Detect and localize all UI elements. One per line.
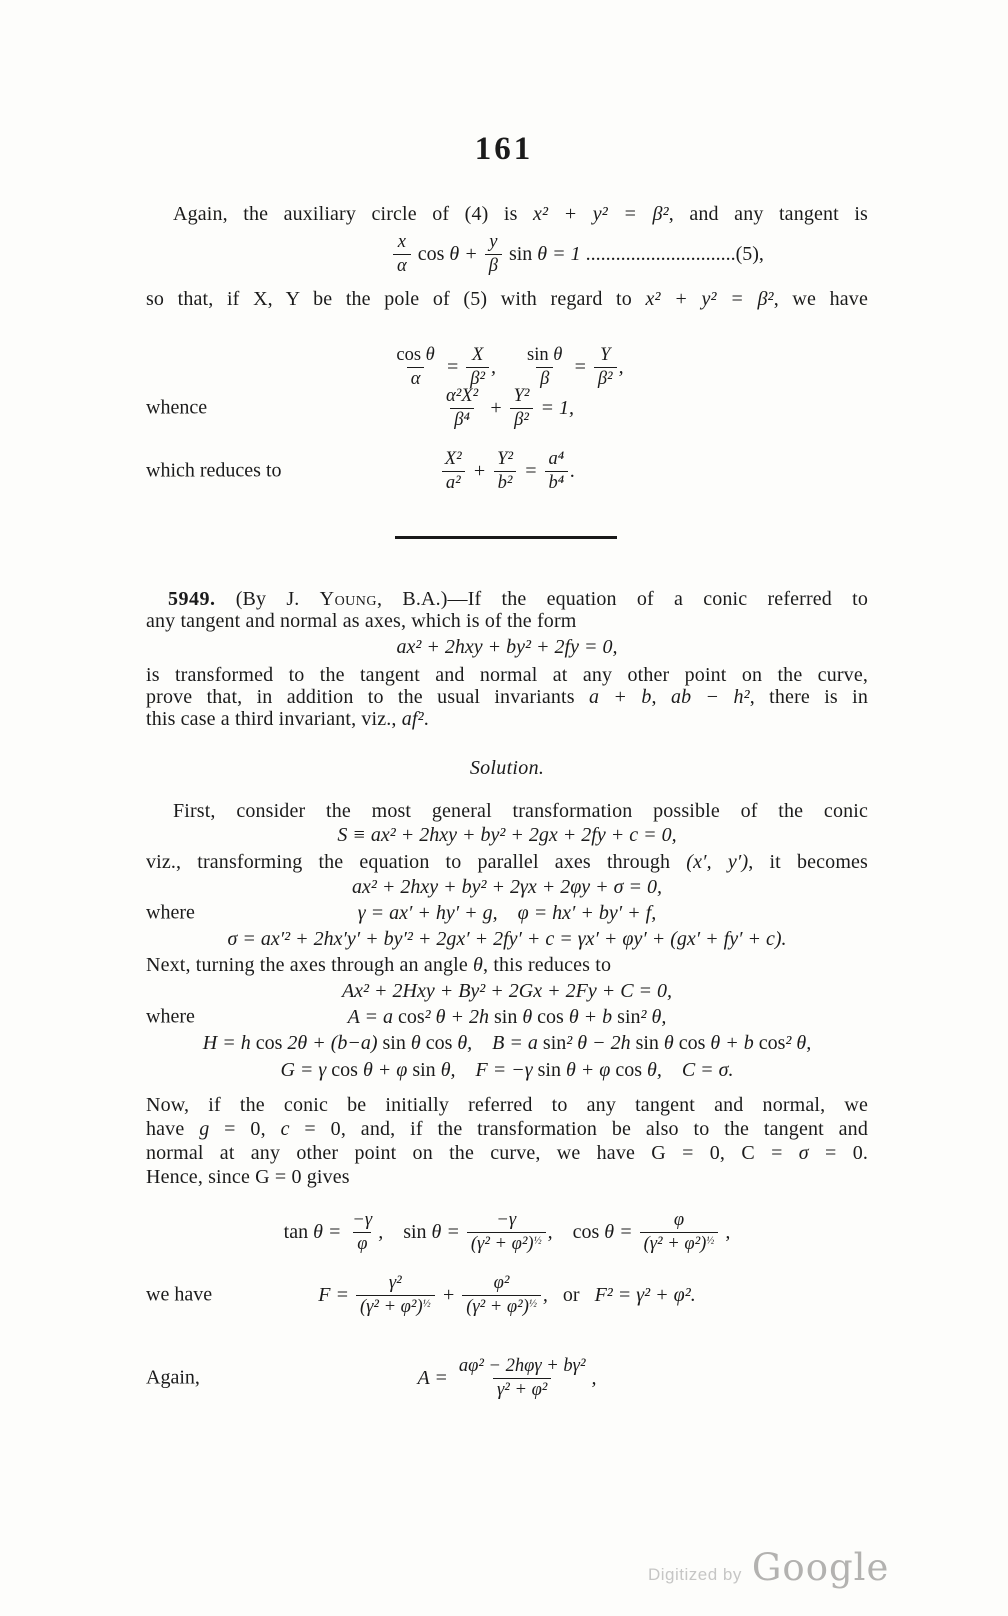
where-a-row bbox=[146, 1004, 868, 1030]
a-invariant-equation: A = $\frac{\text{aφ² − 2hφγ + bγ²}}{\text{γ² + φ²}}$ , bbox=[417, 1356, 597, 1400]
question-equation: ax² + 2hxy + by² + 2fy = 0, bbox=[396, 635, 618, 658]
we-have-label: we have bbox=[146, 1283, 213, 1306]
reduces-equation-row bbox=[146, 446, 868, 496]
again-label: Again, bbox=[146, 1366, 200, 1389]
section-separator-rule bbox=[395, 536, 617, 539]
reduces-label: which reduces to bbox=[146, 459, 282, 482]
question-line-5: this case a third invariant, viz., af². bbox=[146, 708, 429, 730]
solution-line-first: First, consider the most general transformation possible of the conic bbox=[173, 800, 868, 822]
reduces-equation: $\frac{\text{X²}}{\text{a²}}$ + $\frac{\text{Y²}}{\text{b²}}$ = $\frac{\text{a⁴}}{\text{b⁴}}$ . bbox=[439, 449, 575, 493]
question-line-1: 5949. (By J. Young, B.A.)—If the equation of a conic referred to bbox=[168, 588, 869, 610]
g-f-c-equation: G = γ cos θ + φ sin θ, F = −γ sin θ + φ cos θ, C = σ. bbox=[280, 1058, 734, 1081]
whence-equation: $\frac{\text{α²X²}}{\text{β⁴}}$ + $\frac{\text{Y²}}{\text{β²}}$ = 1, bbox=[446, 386, 574, 430]
question-line-2: any tangent and normal as axes, which is of the form bbox=[146, 610, 577, 632]
question-line-4: prove that, in addition to the usual invariants a + b, ab − h², there is in bbox=[146, 686, 868, 708]
now-paragraph-line-4: Hence, since G = 0 gives bbox=[146, 1166, 350, 1188]
whence-equation-row bbox=[146, 384, 868, 432]
whence-label: whence bbox=[146, 396, 208, 419]
solution-line-next: Next, turning the axes through an angle θ, this reduces to bbox=[146, 954, 612, 976]
pole-paragraph-line: so that, if X, Y be the pole of (5) with regard to x² + y² = β², we have bbox=[146, 288, 868, 310]
intro-paragraph-line: Again, the auxiliary circle of (4) is x² + y² = β², and any tangent is bbox=[173, 203, 868, 225]
where-gamma-phi-row bbox=[146, 900, 868, 926]
now-paragraph-line-1: Now, if the conic be initially referred to any tangent and normal, we bbox=[146, 1094, 868, 1116]
where-label-1: where bbox=[146, 901, 195, 924]
h-b-equation: H = h cos 2θ + (b−a) sin θ cos θ, B = a sin² θ − 2h sin θ cos θ + b cos² θ, bbox=[202, 1031, 812, 1054]
pole-relation-equation: $\frac{\text{cos θ}}{\alpha}$ = $\frac{X}{\text{β²}}$ , $\frac{\text{sin θ}}{\beta}$ = $\frac{Y}{\text{β²}}$ , bbox=[396, 345, 624, 389]
gamma-phi-equation: γ = ax′ + hy′ + g, φ = hx′ + by′ + f, bbox=[357, 901, 657, 924]
where-label-2: where bbox=[146, 1005, 195, 1028]
now-paragraph-line-2: have g = 0, c = 0, and, if the transformation be also to the tangent and bbox=[146, 1118, 868, 1140]
f-equation-row bbox=[146, 1262, 868, 1328]
tan-theta-equation: tan θ = $\frac{-\gamma}{\varphi}$ , sin θ = $\frac{-\gamma}{(\gamma^2 + \varphi^2)^{\frac{1}{2}}}$ , cos θ = $\frac{\varphi}{(\gamma^2 + \varphi^2)^{\frac{1}{2}}}$ , bbox=[283, 1210, 731, 1254]
page-number: 161 bbox=[474, 131, 534, 167]
google-logo: Google bbox=[751, 1546, 890, 1589]
solution-line-viz: viz., transforming the equation to parallel axes through (x′, y′), it becomes bbox=[146, 851, 868, 873]
watermark-text: Digitized by bbox=[648, 1565, 742, 1584]
a-coefficient-equation: A = a cos² θ + 2h sin θ cos θ + b sin² θ, bbox=[347, 1005, 667, 1028]
question-line-3: is transformed to the tangent and normal at any other point on the curve, bbox=[146, 664, 868, 686]
conic-s-equation: S ≡ ax² + 2hxy + by² + 2gx + 2fy + c = 0, bbox=[337, 823, 677, 846]
parallel-axes-equation: ax² + 2hxy + by² + 2γx + 2φy + σ = 0, bbox=[351, 875, 663, 898]
now-paragraph-line-3: normal at any other point on the curve, we have G = 0, C = σ = 0. bbox=[146, 1142, 868, 1164]
solution-heading: Solution. bbox=[469, 757, 545, 779]
google-watermark bbox=[648, 1546, 889, 1589]
turned-axes-equation: Ax² + 2Hxy + By² + 2Gx + 2Fy + C = 0, bbox=[341, 979, 673, 1002]
again-equation-row bbox=[146, 1348, 868, 1408]
f-equation: F = $\frac{\text{γ²}}{(\gamma^2 + \varphi^2)^{\frac{1}{2}}}$ + $\frac{\text{φ²}}{(\gamma^2 + \varphi^2)^{\frac{1}{2}}}$ , or F² = γ² + φ². bbox=[318, 1273, 696, 1317]
equation-5: $\frac{x}{\alpha}$ cos θ + $\frac{y}{\beta}$ sin θ = 1 ..............................(5), bbox=[391, 230, 764, 278]
sigma-equation: σ = ax′² + 2hx′y′ + by′² + 2gx′ + 2fy′ + c = γx′ + φy′ + (gx′ + fy′ + c). bbox=[227, 927, 787, 950]
